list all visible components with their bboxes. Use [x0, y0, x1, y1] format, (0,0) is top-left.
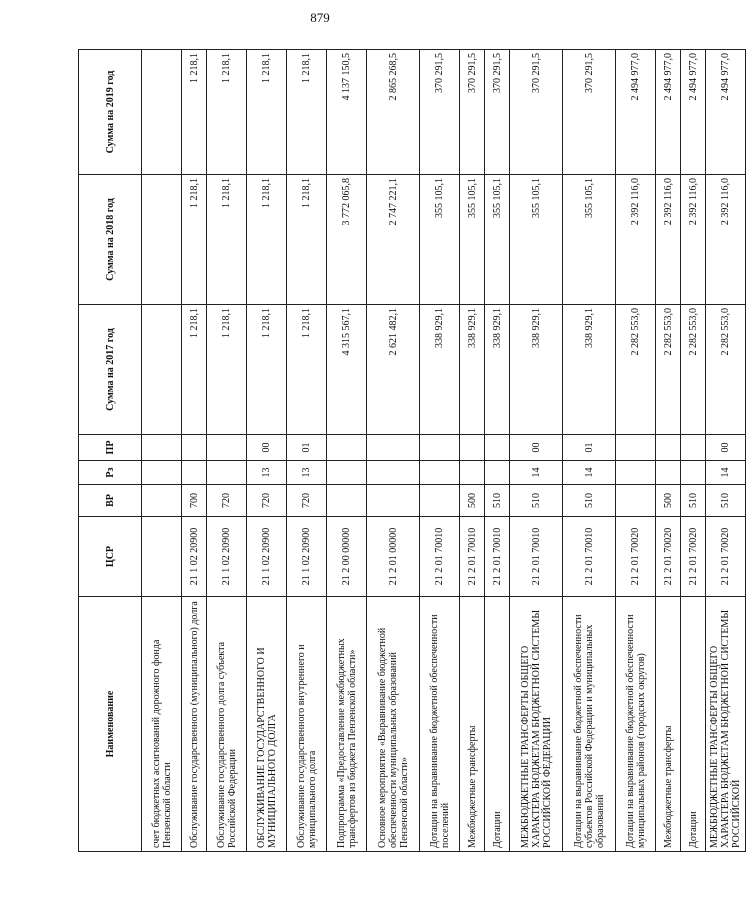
cell-2019: 2 494 977,0	[616, 50, 656, 175]
cell-2018: 2 747 221,1	[367, 175, 420, 305]
table-body	[142, 50, 746, 852]
cell-csr: 21 1 02 20900	[287, 517, 327, 597]
table-row	[420, 50, 460, 852]
table-row	[681, 50, 706, 852]
cell-2019: 1 218,1	[247, 50, 287, 175]
cell-2017: 338 929,1	[485, 305, 510, 435]
cell-2017: 1 218,1	[247, 305, 287, 435]
cell-vr	[616, 485, 656, 517]
cell-2019: 1 218,1	[287, 50, 327, 175]
table-row	[182, 50, 207, 852]
header-vr: ВР	[79, 485, 142, 517]
cell-csr: 21 2 01 70010	[460, 517, 485, 597]
cell-2018: 1 218,1	[247, 175, 287, 305]
cell-csr: 21 2 01 70020	[656, 517, 681, 597]
cell-2019: 370 291,5	[563, 50, 616, 175]
table-row	[460, 50, 485, 852]
cell-2018: 355 105,1	[460, 175, 485, 305]
cell-pr	[327, 435, 367, 461]
cell-rz: 14	[510, 461, 563, 485]
cell-2018: 2 392 116,0	[656, 175, 681, 305]
budget-table	[78, 49, 746, 852]
cell-csr: 21 2 01 70020	[706, 517, 746, 597]
header-name: Наименование	[79, 597, 142, 852]
cell-name: Основное мероприятие «Выравнивание бюджетной обеспеченности муниципальных образований Пензенской области»	[367, 597, 420, 852]
cell-csr: 21 2 01 70020	[681, 517, 706, 597]
cell-name: Дотации на выравнивание бюджетной обеспеченности муниципальных районов (городских округов)	[616, 597, 656, 852]
cell-rz	[420, 461, 460, 485]
cell-name: Межбюджетные трансферты	[656, 597, 681, 852]
cell-rz	[485, 461, 510, 485]
cell-csr: 21 2 01 70010	[420, 517, 460, 597]
cell-csr	[142, 517, 182, 597]
cell-2019: 1 218,1	[207, 50, 247, 175]
cell-vr: 510	[681, 485, 706, 517]
cell-2018: 2 392 116,0	[616, 175, 656, 305]
table-row	[563, 50, 616, 852]
table-row	[485, 50, 510, 852]
cell-2019: 370 291,5	[420, 50, 460, 175]
cell-rz	[367, 461, 420, 485]
cell-name: Обслуживание государственного долга субъекта Российской Федерации	[207, 597, 247, 852]
cell-vr	[367, 485, 420, 517]
cell-2019: 2 865 268,5	[367, 50, 420, 175]
table-row	[247, 50, 287, 852]
page-number: 879	[310, 10, 330, 25]
cell-vr: 510	[706, 485, 746, 517]
cell-2017: 338 929,1	[460, 305, 485, 435]
cell-2018: 1 218,1	[287, 175, 327, 305]
cell-pr	[616, 435, 656, 461]
rotated-table-wrapper	[78, 50, 742, 852]
cell-2017	[142, 305, 182, 435]
cell-2019: 370 291,5	[510, 50, 563, 175]
cell-2018: 355 105,1	[510, 175, 563, 305]
cell-2017: 1 218,1	[207, 305, 247, 435]
cell-2017: 2 621 482,1	[367, 305, 420, 435]
cell-pr	[207, 435, 247, 461]
cell-2017: 1 218,1	[287, 305, 327, 435]
cell-2017: 338 929,1	[510, 305, 563, 435]
cell-rz	[616, 461, 656, 485]
header-rz: Рз	[79, 461, 142, 485]
cell-2019: 370 291,5	[460, 50, 485, 175]
table-row	[142, 50, 182, 852]
cell-2019	[142, 50, 182, 175]
cell-2019: 2 494 977,0	[656, 50, 681, 175]
cell-csr: 21 2 01 00000	[367, 517, 420, 597]
cell-2018: 1 218,1	[182, 175, 207, 305]
header-2019: Сумма на 2019 год	[79, 50, 142, 175]
cell-pr	[142, 435, 182, 461]
cell-name: ОБСЛУЖИВАНИЕ ГОСУДАРСТВЕННОГО И МУНИЦИПАЛЬНОГО ДОЛГА	[247, 597, 287, 852]
cell-name: МЕЖБЮДЖЕТНЫЕ ТРАНСФЕРТЫ ОБЩЕГО ХАРАКТЕРА БЮДЖЕТАМ БЮДЖЕТНОЙ СИСТЕМЫ РОССИЙСКОЙ	[706, 597, 746, 852]
cell-2017: 2 282 553,0	[706, 305, 746, 435]
cell-pr: 00	[510, 435, 563, 461]
cell-vr	[327, 485, 367, 517]
cell-rz	[207, 461, 247, 485]
cell-vr: 510	[510, 485, 563, 517]
cell-rz: 13	[287, 461, 327, 485]
cell-csr: 21 1 02 20900	[207, 517, 247, 597]
table-row	[706, 50, 746, 852]
cell-pr	[485, 435, 510, 461]
cell-rz	[327, 461, 367, 485]
cell-rz	[182, 461, 207, 485]
cell-pr: 00	[706, 435, 746, 461]
table-row	[367, 50, 420, 852]
cell-csr: 21 2 01 70020	[616, 517, 656, 597]
cell-2018	[142, 175, 182, 305]
cell-2019: 2 494 977,0	[706, 50, 746, 175]
cell-name: МЕЖБЮДЖЕТНЫЕ ТРАНСФЕРТЫ ОБЩЕГО ХАРАКТЕРА БЮДЖЕТАМ БЮДЖЕТНОЙ СИСТЕМЫ РОССИЙСКОЙ ФЕДЕРАЦИИ	[510, 597, 563, 852]
rotated-table-area	[78, 50, 742, 852]
cell-2019: 2 494 977,0	[681, 50, 706, 175]
cell-vr: 720	[287, 485, 327, 517]
cell-2017: 1 218,1	[182, 305, 207, 435]
cell-2018: 355 105,1	[563, 175, 616, 305]
cell-rz: 14	[563, 461, 616, 485]
cell-vr: 500	[656, 485, 681, 517]
cell-rz	[460, 461, 485, 485]
cell-2017: 2 282 553,0	[681, 305, 706, 435]
cell-name: счет бюджетных ассигнований дорожного фонда Пензенской области	[142, 597, 182, 852]
header-pr: ПР	[79, 435, 142, 461]
table-row	[656, 50, 681, 852]
cell-pr	[420, 435, 460, 461]
cell-vr: 500	[460, 485, 485, 517]
cell-name: Дотации	[485, 597, 510, 852]
cell-name: Дотации на выравнивание бюджетной обеспеченности поселений	[420, 597, 460, 852]
header-row	[79, 50, 142, 852]
cell-csr: 21 1 02 20900	[182, 517, 207, 597]
cell-pr: 01	[563, 435, 616, 461]
header-csr: ЦСР	[79, 517, 142, 597]
cell-pr	[681, 435, 706, 461]
table-row	[207, 50, 247, 852]
table-row	[616, 50, 656, 852]
cell-csr: 21 2 01 70010	[563, 517, 616, 597]
cell-vr	[142, 485, 182, 517]
table-row	[510, 50, 563, 852]
cell-name: Дотации на выравнивание бюджетной обеспеченности субъектов Российской Федерации и муниципальных образований	[563, 597, 616, 852]
cell-name: Межбюджетные трансферты	[460, 597, 485, 852]
cell-rz	[656, 461, 681, 485]
cell-pr	[460, 435, 485, 461]
cell-pr	[182, 435, 207, 461]
table-row	[327, 50, 367, 852]
cell-csr: 21 2 01 70010	[485, 517, 510, 597]
cell-vr: 510	[485, 485, 510, 517]
cell-csr: 21 1 02 20900	[247, 517, 287, 597]
cell-2019: 1 218,1	[182, 50, 207, 175]
cell-2018: 2 392 116,0	[706, 175, 746, 305]
cell-2018: 1 218,1	[207, 175, 247, 305]
cell-rz	[142, 461, 182, 485]
cell-rz: 14	[706, 461, 746, 485]
cell-2018: 2 392 116,0	[681, 175, 706, 305]
cell-vr: 510	[563, 485, 616, 517]
cell-csr: 21 2 00 00000	[327, 517, 367, 597]
cell-pr: 00	[247, 435, 287, 461]
cell-2017: 2 282 553,0	[616, 305, 656, 435]
cell-2018: 355 105,1	[485, 175, 510, 305]
cell-2019: 4 137 150,5	[327, 50, 367, 175]
header-2018: Сумма на 2018 год	[79, 175, 142, 305]
cell-2018: 355 105,1	[420, 175, 460, 305]
cell-name: Обслуживание государственного (муниципального) долга	[182, 597, 207, 852]
cell-name: Подпрограмма «Предоставление межбюджетных трансфертов из бюджета Пензенской области»	[327, 597, 367, 852]
cell-pr	[367, 435, 420, 461]
header-2017: Сумма на 2017 год	[79, 305, 142, 435]
cell-rz: 13	[247, 461, 287, 485]
cell-vr: 700	[182, 485, 207, 517]
cell-name: Дотации	[681, 597, 706, 852]
cell-2017: 2 282 553,0	[656, 305, 681, 435]
cell-vr	[420, 485, 460, 517]
cell-pr	[656, 435, 681, 461]
cell-csr: 21 2 01 70010	[510, 517, 563, 597]
cell-vr: 720	[207, 485, 247, 517]
cell-pr: 01	[287, 435, 327, 461]
cell-2017: 4 315 567,1	[327, 305, 367, 435]
cell-2017: 338 929,1	[420, 305, 460, 435]
cell-vr: 720	[247, 485, 287, 517]
cell-2017: 338 929,1	[563, 305, 616, 435]
cell-2019: 370 291,5	[485, 50, 510, 175]
table-row	[287, 50, 327, 852]
cell-rz	[681, 461, 706, 485]
cell-2018: 3 772 065,8	[327, 175, 367, 305]
cell-name: Обслуживание государственного внутреннего и муниципального долга	[287, 597, 327, 852]
